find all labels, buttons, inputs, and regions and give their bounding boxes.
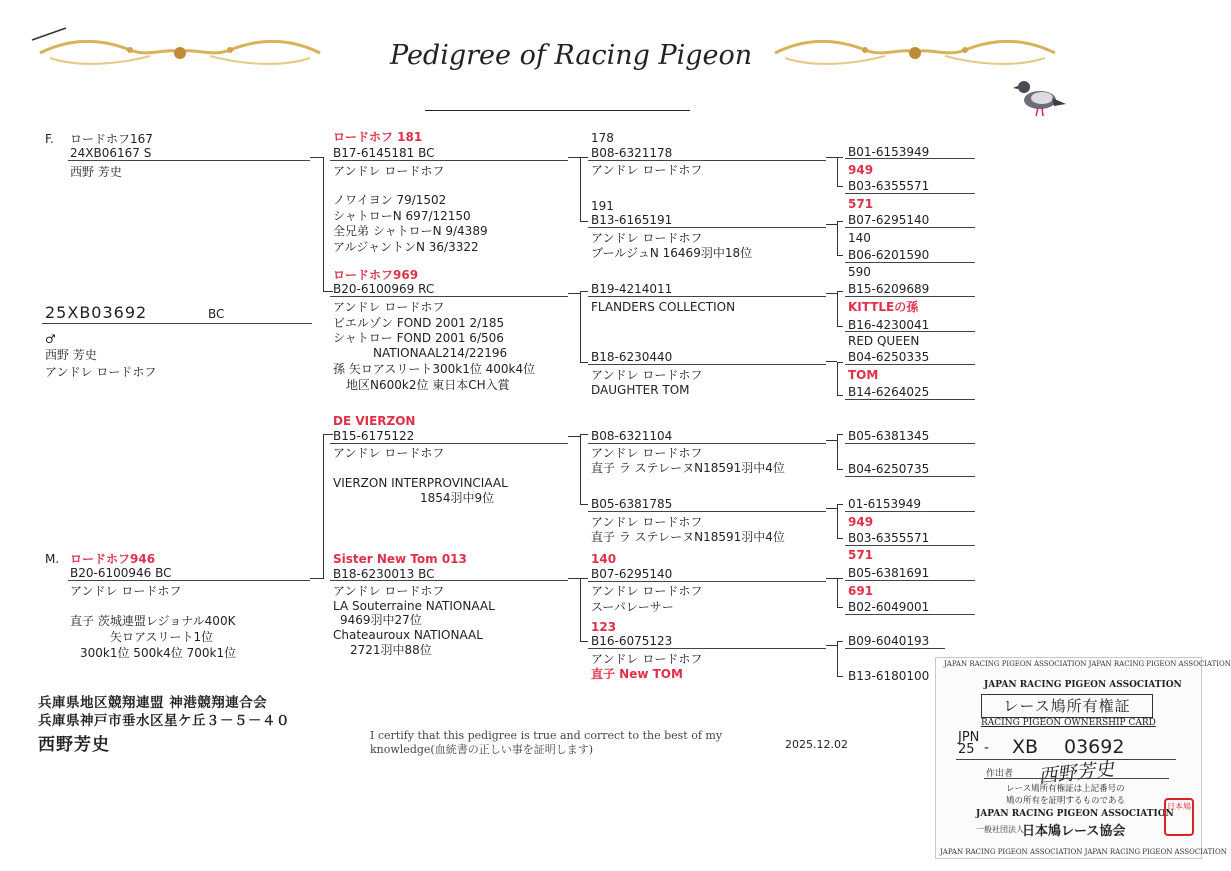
gen4-ring: B07-6295140 [848,213,930,227]
gen4-tag: 949 [848,163,874,177]
gen4-ring: B15-6209689 [848,282,930,296]
pigeon-icon [1012,74,1066,120]
subject-breeder: アンドレ ロート゚ホフ [45,365,157,379]
gen4-tag: 590 [848,265,871,279]
card-assoc-jp: 日本鳩レース協会 [1022,824,1126,839]
gen3-line: アンドレ ロードホフ [591,368,703,382]
gen4-tag: KITTLEの孫 [848,300,919,314]
sire-owner: 西野 芳史 [70,165,122,179]
gen3-ring: B16-6075123 [591,634,673,648]
dam-sire-breeder: アンドレ ロードホフ [333,446,445,460]
sire-dam-breeder: アンドレ ロードホフ [333,300,445,314]
sire-prefix: F. [45,132,54,146]
subject-ring: 25XB03692 [45,303,148,322]
card-country: JPN [958,730,980,745]
sire-dam-note: ビエルゾン FOND 2001 2/185 [333,316,505,330]
sire-sire-note: 全兄弟 シャトローN 9/4389 [333,224,488,238]
sire-sire-name: ロードホフ 181 [333,130,423,144]
sire-sire-note: シャトローN 697/12150 [333,209,471,223]
gen4-tag: 949 [848,515,874,529]
page-title: Pedigree of Racing Pigeon [390,40,753,71]
sire-sire-note: アルジャントンN 36/3322 [333,240,479,254]
dam-dam-note: LA Souterraine NATIONAAL [333,599,495,613]
gen3-line: アンドレ ロードホフ [591,231,703,245]
card-owner-label: 作出者 [986,769,1014,779]
sire-dam-note: シャトロー FOND 2001 6/506 [333,331,504,345]
card-assoc-en-2: JAPAN RACING PIGEON ASSOCIATION [976,809,1174,819]
gen3-ring: B13-6165191 [591,213,673,227]
gen3-line: DAUGHTER TOM [591,383,690,397]
gen4-ring: B02-6049001 [848,600,930,614]
card-border-text: JAPAN RACING PIGEON ASSOCIATION JAPAN RACING PIGEON ASSOCIATION [944,660,1231,668]
gen3-line: FLANDERS COLLECTION [591,300,736,314]
dam-sire-note: VIERZON INTERPROVINCIAAL [333,476,508,490]
dam-ring: B20-6100946 BC [70,566,172,580]
certification-date: 2025.12.02 [785,738,848,751]
gen3-tag: 140 [591,552,617,566]
gen4-ring: B05-6381691 [848,566,930,580]
gen4-tag: 140 [848,231,871,245]
dam-breeder: アンドレ ロードホフ [70,584,182,598]
sire-dam-note: 地区N600k2位 東日本CH入賞 [346,378,510,392]
card-number: 03692 [1064,736,1125,758]
sire-dam-name: ロードホフ969 [333,268,419,282]
gen3-line: スーパレーサー [591,600,674,614]
gen3-ring: B18-6230440 [591,350,673,364]
card-region: XB [1012,736,1039,758]
gen4-ring: B09-6040193 [848,634,930,648]
dam-name: ロードホフ946 [70,552,156,566]
corner-pen-mark [30,24,70,44]
gen3-tag: 191 [591,199,614,213]
card-title-en: RACING PIGEON OWNERSHIP CARD [981,718,1156,728]
sire-dam-note: 孫 矢ロアスリート300k1位 400k4位 [333,362,536,376]
dam-dam-note: Chateauroux NATIONAAL [333,628,483,642]
gen4-ring: B16-4230041 [848,318,930,332]
sire-dam-note: NATIONAAL214/22196 [373,346,508,360]
gen4-ring: B04-6250335 [848,350,930,364]
owner-name-large: 西野芳史 [38,735,110,755]
card-title-jp: レース鳩所有権証 [981,694,1153,718]
gen4-ring: B14-6264025 [848,385,930,399]
gen3-ring: B07-6295140 [591,567,673,581]
gen3-ring: B19-4214011 [591,282,673,296]
dam-dam-breeder: アンドレ ロードホフ [333,584,445,598]
subject-color: BC [208,307,225,321]
card-statement-2: 鳩の所有を証明するものである [1006,796,1126,806]
card-assoc-en: JAPAN RACING PIGEON ASSOCIATION [984,680,1182,690]
card-year: 25 [958,742,975,757]
gen3-line: アンドレ ロードホフ [591,163,703,177]
gen4-tag: 571 [848,548,874,562]
subject-sex: ♂ [45,332,56,346]
gen3-tag: 178 [591,131,614,145]
card-seal-stamp: 日本鳩 [1164,798,1194,836]
gen4-tag: TOM [848,368,879,382]
dam-prefix: M. [45,552,60,566]
gen3-line: 直子 ラ ステレーヌN18591羽中4位 [591,461,785,475]
gen4-ring: B01-6153949 [848,145,930,159]
sire-name: ロードホフ167 [70,132,153,146]
dam-dam-note: 2721羽中88位 [350,643,432,657]
gen3-line: アンドレ ロードホフ [591,515,703,529]
gen3-ring: B05-6381785 [591,497,673,511]
sire-ring: 24XB06167 S [70,146,152,160]
dam-dam-name: Sister New Tom 013 [333,552,467,566]
gen4-ring: B05-6381345 [848,429,930,443]
dam-dam-ring: B18-6230013 BC [333,567,435,581]
sire-sire-breeder: アンドレ ロードホフ [333,164,445,178]
gen3-line: アンドレ ロードホフ [591,584,703,598]
org-line-1: 兵庫県地区競翔連盟 神港競翔連合会 [38,695,268,711]
dam-dam-note: 9469羽中27位 [340,613,422,627]
sire-sire-ring: B17-6145181 BC [333,146,435,160]
title-underline [425,110,690,111]
gen3-line: 直子 ラ ステレーヌN18591羽中4位 [591,530,785,544]
gen4-ring: B04-6250735 [848,462,930,476]
gen3-line: アンドレ ロードホフ [591,652,703,666]
gen3-tag: 123 [591,620,617,634]
card-signature: 西野芳史 [1037,758,1116,788]
gen3-ring: B08-6321104 [591,429,673,443]
gen3-line: 直子 New TOM [591,667,683,681]
card-border-text: JAPAN RACING PIGEON ASSOCIATION JAPAN RACING PIGEON ASSOCIATION [940,848,1227,856]
gen4-tag: 571 [848,197,874,211]
gen4-ring: 01-6153949 [848,497,922,511]
sire-dam-ring: B20-6100969 RC [333,282,435,296]
card-dash: - [984,740,990,756]
gen4-extra: RED QUEEN [848,334,920,348]
dam-sire-note: 1854羽中9位 [420,491,495,505]
card-statement-1: レース鳩所有権証は上記番号の [1006,784,1125,794]
right-ornament [765,36,1065,70]
dam-sire-ring: B15-6175122 [333,429,415,443]
gen4-ring: B06-6201590 [848,248,930,262]
certification-statement: I certify that this pedigree is true and correct to the best of my knowledge(血統書の正しい事を証明します) [370,729,723,756]
gen3-line: アンドレ ロードホフ [591,446,703,460]
card-assoc-jp-prefix: 一般社団法人 [976,825,1024,834]
dam-note: 300k1位 500k4位 700k1位 [80,646,237,660]
dam-sire-name: DE VIERZON [333,414,416,428]
subject-owner: 西野 芳史 [45,348,97,362]
dam-note: 矢ロアスリート1位 [110,630,214,644]
gen3-line: ブールジュN 16469羽中18位 [591,246,753,260]
gen4-ring: B03-6355571 [848,179,930,193]
gen3-ring: B08-6321178 [591,146,673,160]
ownership-card [935,657,1231,859]
left-ornament [30,36,330,70]
org-line-2: 兵庫県神戸市垂水区星ケ丘３－５－４０ [38,713,290,729]
gen4-tag: 691 [848,584,874,598]
dam-note: 直子 茨城連盟レジョナル400K [70,614,236,628]
sire-sire-note: ノワイヨン 79/1502 [333,193,447,207]
gen4-ring: B13-6180100 [848,669,930,683]
gen4-ring: B03-6355571 [848,531,930,545]
